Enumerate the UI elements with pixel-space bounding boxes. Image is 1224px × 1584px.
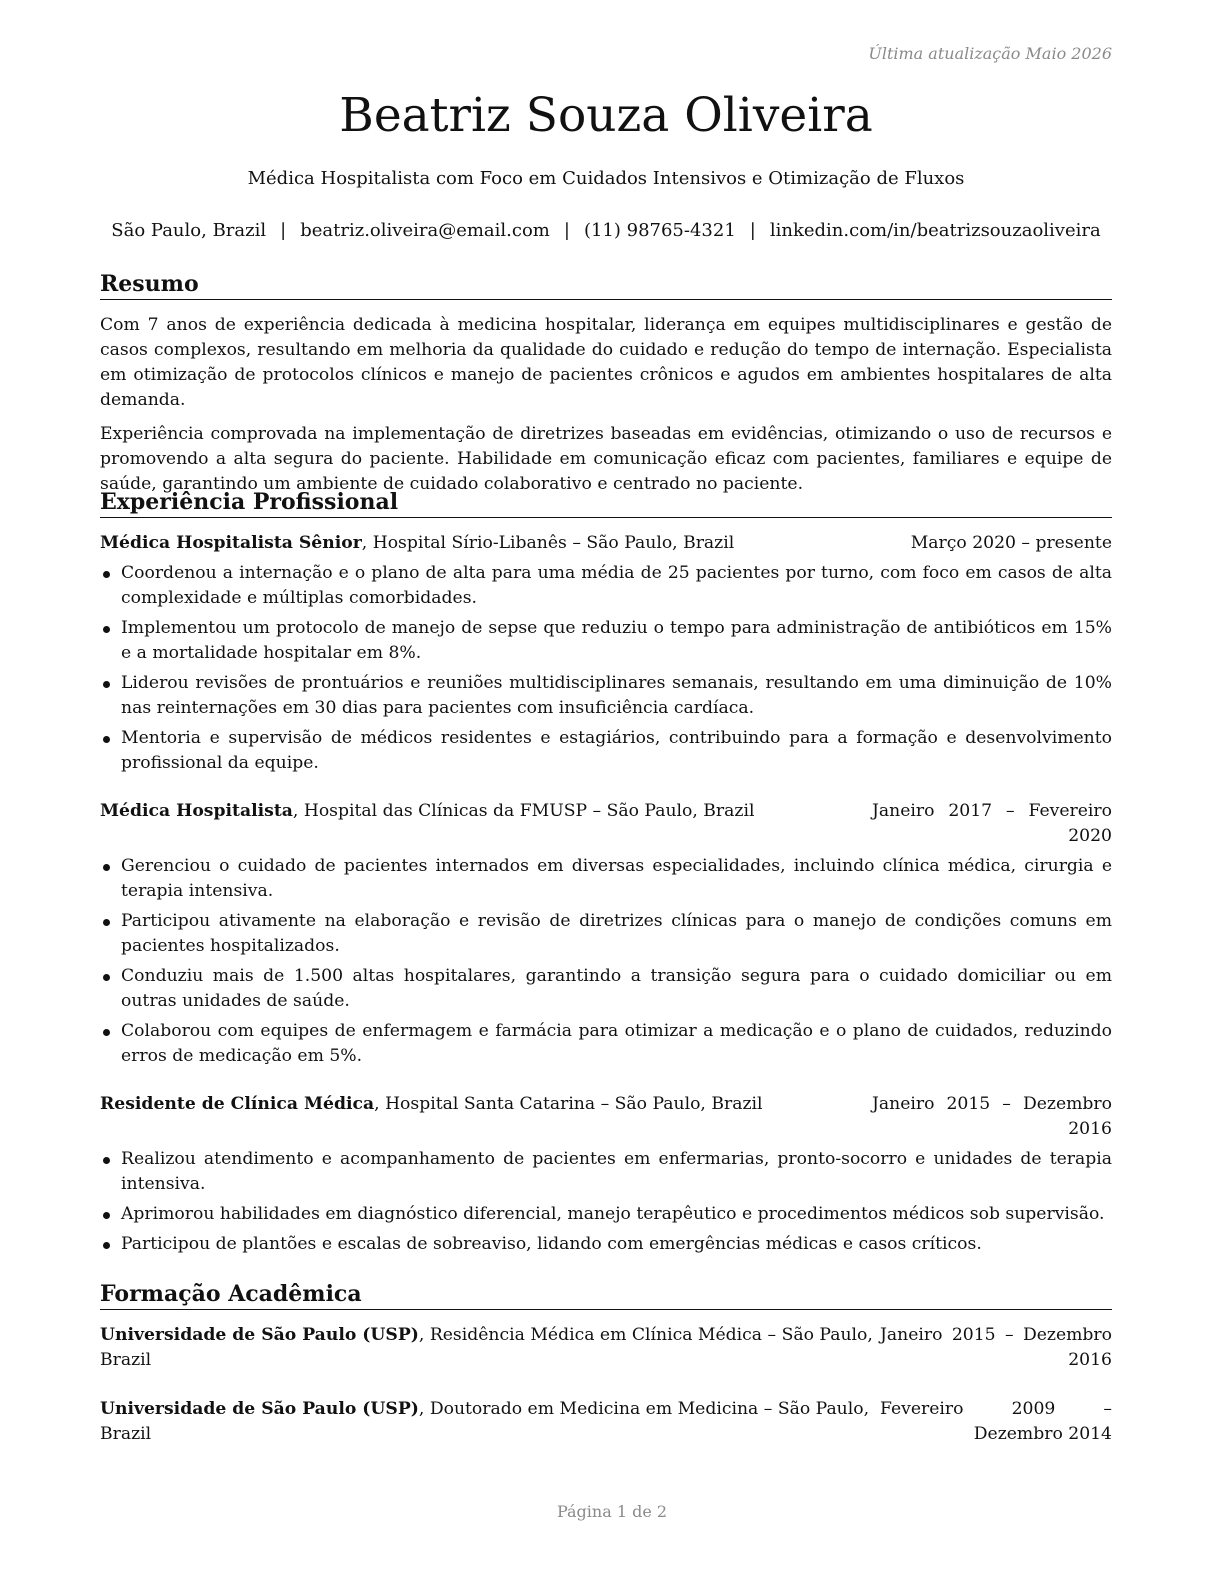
job-dates: Janeiro 2015 – Dezembro 2016 [872,1094,1112,1139]
job-place: , Hospital Santa Catarina – São Paulo, Brazil [374,1094,763,1114]
page-title: Beatriz Souza Oliveira [339,88,873,143]
summary-section [100,270,1112,497]
section-heading: Resumo [100,270,1112,300]
bullet-text: Liderou revisões de prontuários e reuniões multidisciplinares semanais, resultando em uma diminuição de 10% nas reinternações em 30 dias para pacientes com insuficiência cardíaca. [121,673,1112,718]
list-item [100,726,1112,776]
summary-paragraph: Com 7 anos de experiência dedicada à medicina hospitalar, liderança em equipes multidisciplinares e gestão de casos complexos, resultando em melhoria da qualidade do cuidado e redução do tempo de internação. Especialista em otimização de protocolos clínicos e manejo de pacientes crônicos e agudos em ambientes hospitalares de alta demanda. [100,315,1112,410]
bullet-text: Colaborou com equipes de enfermagem e farmácia para otimizar a medicação e o plano de cuidados, reduzindo erros de medicação em 5%. [121,1021,1112,1066]
summary-paragraph: Experiência comprovada na implementação de diretrizes baseadas em evidências, otimizando o uso de recursos e promovendo a alta segura do paciente. Habilidade em comunicação eficaz com pacientes, familiares e equipe de saúde, garantindo um ambiente de cuidado colaborativo e centrado no paciente. [100,424,1112,494]
experience-section [100,488,1112,1257]
separator: | [749,220,756,241]
bullet-icon [103,1212,110,1219]
bullet-icon [103,1242,110,1249]
bullet-icon [103,1029,110,1036]
bullet-text: Participou ativamente na elaboração e revisão de diretrizes clínicas para o manejo de condições comuns em pacientes hospitalizados. [121,911,1112,956]
job-role: Médica Hospitalista [100,801,293,821]
job-header [100,799,1112,849]
subtitle: Médica Hospitalista com Foco em Cuidados Intensivos e Otimização de Fluxos [247,168,965,189]
bullet-icon [103,864,110,871]
job-header [100,531,1112,556]
job-bullets [100,1147,1112,1257]
contact-line [100,220,1112,241]
list-item [100,854,1112,904]
job-dates: Janeiro 2017 – Fevereiro 2020 [872,801,1112,846]
job-title-line [100,531,734,556]
bullet-text: Implementou um protocolo de manejo de sepse que reduziu o tempo para administração de antibióticos em 15% e a mortalidade hospitalar em 8%. [121,618,1112,663]
job-bullets [100,854,1112,1069]
job-place: , Hospital das Clínicas da FMUSP – São Paulo, Brazil [292,801,755,821]
job-entry [100,799,1112,1069]
job-header [100,1092,1112,1142]
list-item [100,1019,1112,1069]
job-role: Médica Hospitalista Sênior [100,533,362,553]
bullet-icon [103,974,110,981]
education-entry [100,1397,1112,1447]
bullet-text: Conduziu mais de 1.500 altas hospitalares, garantindo a transição segura para o cuidado domiciliar ou em outras unidades de saúde. [121,966,1112,1011]
education-entry [100,1323,1112,1373]
education-institution-line [100,1397,880,1447]
last-updated: Última atualização Maio 2026 [868,44,1112,63]
section-heading: Formação Acadêmica [100,1280,1112,1310]
bullet-text: Participou de plantões e escalas de sobreaviso, lidando com emergências médicas e casos críticos. [121,1234,982,1254]
education-detail: , Doutorado em Medicina em Medicina – São Paulo, Brazil [100,1399,870,1444]
page-number: Página 1 de 2 [556,1502,668,1521]
contact-linkedin[interactable]: linkedin.com/in/beatrizsouzaoliveira [769,220,1101,241]
list-item [100,561,1112,611]
job-title-line [100,799,754,849]
job-entry [100,531,1112,776]
job-title-line [100,1092,763,1142]
bullet-icon [103,919,110,926]
education-detail: , Residência Médica em Clínica Médica – São Paulo, Brazil [100,1325,873,1370]
bullet-icon [103,736,110,743]
education-school: Universidade de São Paulo (USP) [100,1325,419,1345]
bullet-icon [103,681,110,688]
job-dates: Março 2020 – presente [910,533,1112,553]
job-place: , Hospital Sírio-Libanês – São Paulo, Brazil [361,533,735,553]
separator: | [563,220,570,241]
separator: | [280,220,287,241]
bullet-text: Realizou atendimento e acompanhamento de pacientes em enfermarias, pronto-socorro e unidades de terapia intensiva. [121,1149,1112,1194]
contact-phone[interactable]: (11) 98765-4321 [583,220,736,241]
bullet-text: Gerenciou o cuidado de pacientes internados em diversas especialidades, incluindo clínica médica, cirurgia e terapia intensiva. [121,856,1112,901]
list-item [100,1202,1112,1227]
job-bullets [100,561,1112,776]
list-item [100,964,1112,1014]
section-heading: Experiência Profissional [100,488,1112,518]
bullet-icon [103,626,110,633]
list-item [100,616,1112,666]
contact-email[interactable]: beatriz.oliveira@email.com [300,220,550,241]
education-section [100,1280,1112,1447]
education-dates: Janeiro 2015 – Dezembro 2016 [880,1325,1112,1370]
education-dates: Fevereiro 2009 – Dezembro 2014 [880,1399,1112,1444]
education-school: Universidade de São Paulo (USP) [100,1399,419,1419]
bullet-icon [103,1157,110,1164]
list-item [100,1147,1112,1197]
list-item [100,1232,1112,1257]
bullet-text: Coordenou a internação e o plano de alta para uma média de 25 pacientes por turno, com foco em casos de alta complexidade e múltiplas comorbidades. [121,563,1112,608]
contact-location: São Paulo, Brazil [111,220,267,241]
job-role: Residente de Clínica Médica [100,1094,375,1114]
list-item [100,671,1112,721]
list-item [100,909,1112,959]
bullet-text: Mentoria e supervisão de médicos residentes e estagiários, contribuindo para a formação e desenvolvimento profissional da equipe. [121,728,1112,773]
bullet-text: Aprimorou habilidades em diagnóstico diferencial, manejo terapêutico e procedimentos médicos sob supervisão. [121,1204,1105,1224]
education-institution-line [100,1323,880,1373]
bullet-icon [103,571,110,578]
job-entry [100,1092,1112,1257]
